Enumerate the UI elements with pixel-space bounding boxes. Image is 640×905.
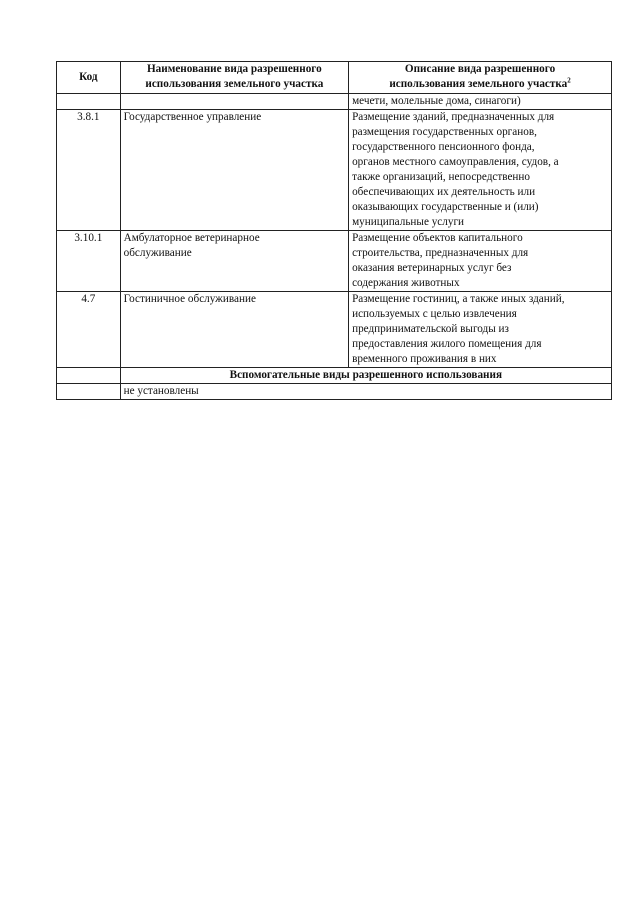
name-line: обслуживание — [123, 247, 192, 259]
description-line: оказания ветеринарных услуг без — [352, 262, 512, 274]
table-row — [57, 292, 612, 368]
cell-code — [57, 94, 121, 110]
table-header-row — [57, 62, 612, 94]
cell-name: Гостиничное обслуживание — [120, 292, 348, 368]
header-name — [120, 62, 348, 94]
description-line: используемых с целью извлечения — [352, 308, 517, 320]
table-row-continuation — [57, 94, 612, 110]
description-line: также организаций, непосредственно — [352, 171, 530, 183]
description-line: содержания животных — [352, 277, 460, 289]
cell-name — [120, 94, 348, 110]
description-line: обеспечивающих их деятельность или — [352, 186, 536, 198]
description-line: временного проживания в них — [352, 353, 497, 365]
table-row — [57, 384, 612, 400]
cell-name — [120, 231, 348, 292]
header-desc-line2: использования земельного участка — [389, 78, 568, 90]
header-desc-line1: Описание вида разрешенного — [404, 63, 556, 75]
description-line: Размещение зданий, предназначенных для — [352, 111, 555, 123]
description-line: размещения государственных органов, — [352, 126, 537, 138]
cell-description — [349, 231, 612, 292]
description-line: строительства, предназначенных для — [352, 247, 529, 259]
description-line: предпринимательской выгоды из — [352, 323, 509, 335]
cell-code: 3.8.1 — [57, 110, 121, 231]
name-line: Амбулаторное ветеринарное — [123, 232, 260, 244]
section-value: не установлены — [120, 384, 611, 400]
header-description — [349, 62, 612, 94]
header-name-line1: Наименование вида разрешенного — [146, 63, 322, 75]
description-line: органов местного самоуправления, судов, а — [352, 156, 559, 168]
cell-code: 3.10.1 — [57, 231, 121, 292]
cell-name: Государственное управление — [120, 110, 348, 231]
cell-empty — [57, 368, 121, 384]
section-header-row — [57, 368, 612, 384]
footnote-marker: 2 — [567, 76, 571, 85]
header-name-line2: использования земельного участка — [145, 78, 324, 90]
description-line: муниципальные услуги — [352, 216, 465, 228]
cell-code: 4.7 — [57, 292, 121, 368]
cell-description — [349, 110, 612, 231]
description-line: оказывающих государственные и (или) — [352, 201, 539, 213]
table-row — [57, 231, 612, 292]
section-title: Вспомогательные виды разрешенного использования — [120, 368, 611, 384]
cell-description: мечети, молельные дома, синагоги) — [349, 94, 612, 110]
cell-empty — [57, 384, 121, 400]
cell-description — [349, 292, 612, 368]
land-use-table — [56, 61, 612, 400]
header-code: Код — [57, 62, 121, 94]
table-row — [57, 110, 612, 231]
description-line: предоставления жилого помещения для — [352, 338, 542, 350]
description-line: Размещение гостиниц, а также иных зданий, — [352, 293, 565, 305]
description-line: государственного пенсионного фонда, — [352, 141, 535, 153]
description-line: Размещение объектов капитального — [352, 232, 523, 244]
